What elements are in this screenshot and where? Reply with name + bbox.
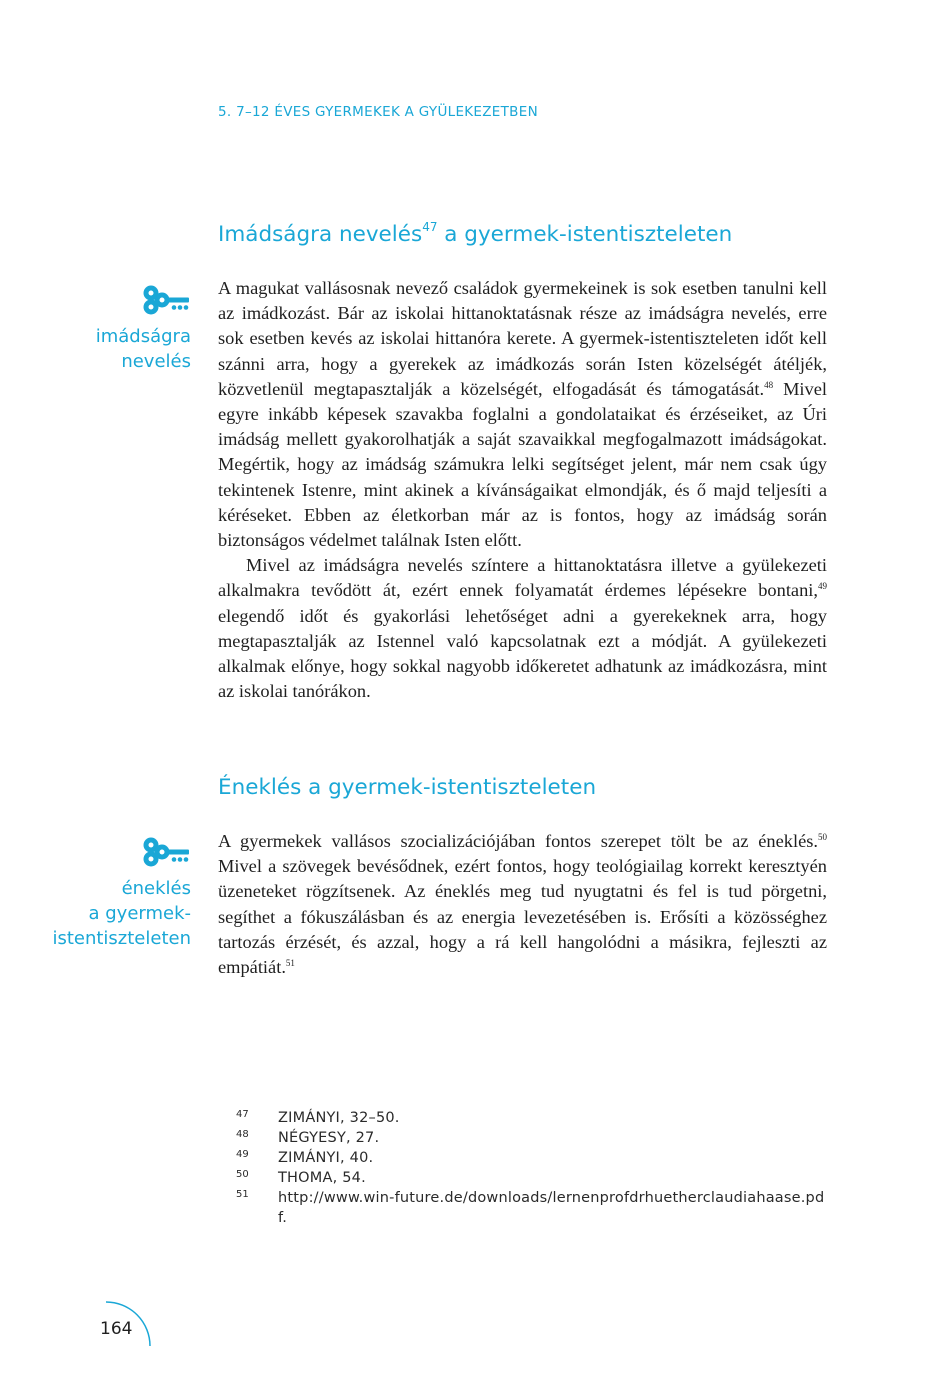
footnote-ref[interactable]: 51	[285, 957, 295, 968]
sidebar-label: éneklés a gyermek- istentiszteleten	[52, 878, 191, 949]
footnote-text: ZIMÁNYI, 40.	[278, 1150, 374, 1166]
paragraph	[218, 829, 827, 980]
heading-text-rest: a gyermek-istentiszteleten	[437, 222, 733, 247]
page-number: 164	[100, 1319, 133, 1339]
footnote-text: NÉGYESY, 27.	[278, 1130, 380, 1146]
footnotes	[236, 1108, 830, 1228]
section-body-singing	[218, 829, 827, 980]
sidebar-keyword-prayer	[31, 282, 191, 374]
text-run: A gyermekek vallásos szocializációjában fontos szerepet tölt be az éneklés.	[218, 831, 818, 851]
key-icon	[141, 834, 191, 870]
section-heading-singing: Éneklés a gyermek-istentiszteleten	[218, 775, 597, 800]
section-body-prayer	[218, 276, 827, 704]
text-run: elegendő időt és gyakorlási lehetőséget adni a gyerekeknek arra, hogy megtapasztalják az Istennel való kapcsolatnak ezt a módját. A gyülekezeti alkalmak előnye, hogy sokkal nagyobb időkeretet adhatunk az imádkozásra, mint az iskolai tanórákon.	[218, 605, 827, 702]
footnote	[236, 1168, 830, 1188]
heading-text: Imádságra nevelés	[218, 222, 423, 247]
footnote-ref[interactable]: 48	[764, 379, 774, 390]
footnote-text: ZIMÁNYI, 32–50.	[278, 1110, 400, 1126]
footnote-ref[interactable]: 50	[818, 831, 827, 842]
footnote-number: 51	[236, 1189, 249, 1200]
paragraph	[218, 553, 827, 704]
text-run: Mivel a szövegek bevésődnek, ezért fontos, hogy teológiailag korrekt keresztyén üzeneteket rögzítsenek. Az éneklés meg tud nyugtatni és fel is tud pörgetni, segíthet a fókuszálásban és az energia levezetésében is. Erősíti a közösséghez tartozás érzését, és azzal, hogy a rá kell hangolódni a másikra, fejleszti az empátiát.	[218, 856, 827, 978]
section-heading-prayer	[218, 219, 733, 247]
text-run: A magukat vallásosnak nevező családok gyermekeinek is sok esetben tanulni kell az imádkozást. Bár az iskolai hittanoktatásnak része az imádságra nevelés, erre sok esetben kevés az iskolai hittanóra kerete. A gyermek-istentiszteleten időt kell szánni arra, hogy a gyerekek az imádkozás során Isten közelségét átéljék, közvetlenül megtapasztalják a közelségét, elfogadását és támogatását.	[218, 278, 827, 399]
footnote	[236, 1188, 830, 1228]
footnote	[236, 1128, 830, 1148]
footnote-ref[interactable]: 49	[818, 581, 827, 592]
footnote-number: 48	[236, 1129, 249, 1140]
sidebar-keyword-singing	[31, 834, 191, 951]
footnote-ref[interactable]: 47	[422, 219, 438, 234]
text-run: Mivel az imádságra nevelés színtere a hittanoktatásra illetve a gyülekezeti alkalmakra tevődött át, ezért ennek folyamatát érdemes lépésekre bontani,	[218, 555, 827, 601]
footnote-number: 49	[236, 1149, 249, 1160]
footnote	[236, 1108, 830, 1128]
footnote-link[interactable]: http://www.win-future.de/downloads/lernenprofdrhuetherclaudiahaase.pdf.	[278, 1190, 825, 1226]
paragraph	[218, 276, 827, 553]
sidebar-label: imádságra nevelés	[95, 326, 191, 372]
footnote-number: 47	[236, 1109, 249, 1120]
key-icon	[141, 282, 191, 318]
footnote-text: THOMA, 54.	[278, 1170, 366, 1186]
footnote-number: 50	[236, 1169, 249, 1180]
footnote	[236, 1148, 830, 1168]
running-head: 5. 7–12 ÉVES GYERMEKEK A GYÜLEKEZETBEN	[218, 104, 538, 120]
text-run: Mivel egyre inkább képesek szavakba foglalni a gondolataikat és érzéseiket, az Úri imádság mellett gyakorolhatják a saját szavaikkal megfogalmazott imádságokat. Megértik, hogy az imádság számukra lelki segítséget jelent, már nem csak úgy tekintenek Istenre, mint akinek a kívánságaikat elmondják, és ő majd teljesíti a kéréseket. Ebben az életkorban már az is fontos, hogy az imádság során biztonságos védelmet találnak Isten előtt.	[218, 378, 828, 551]
